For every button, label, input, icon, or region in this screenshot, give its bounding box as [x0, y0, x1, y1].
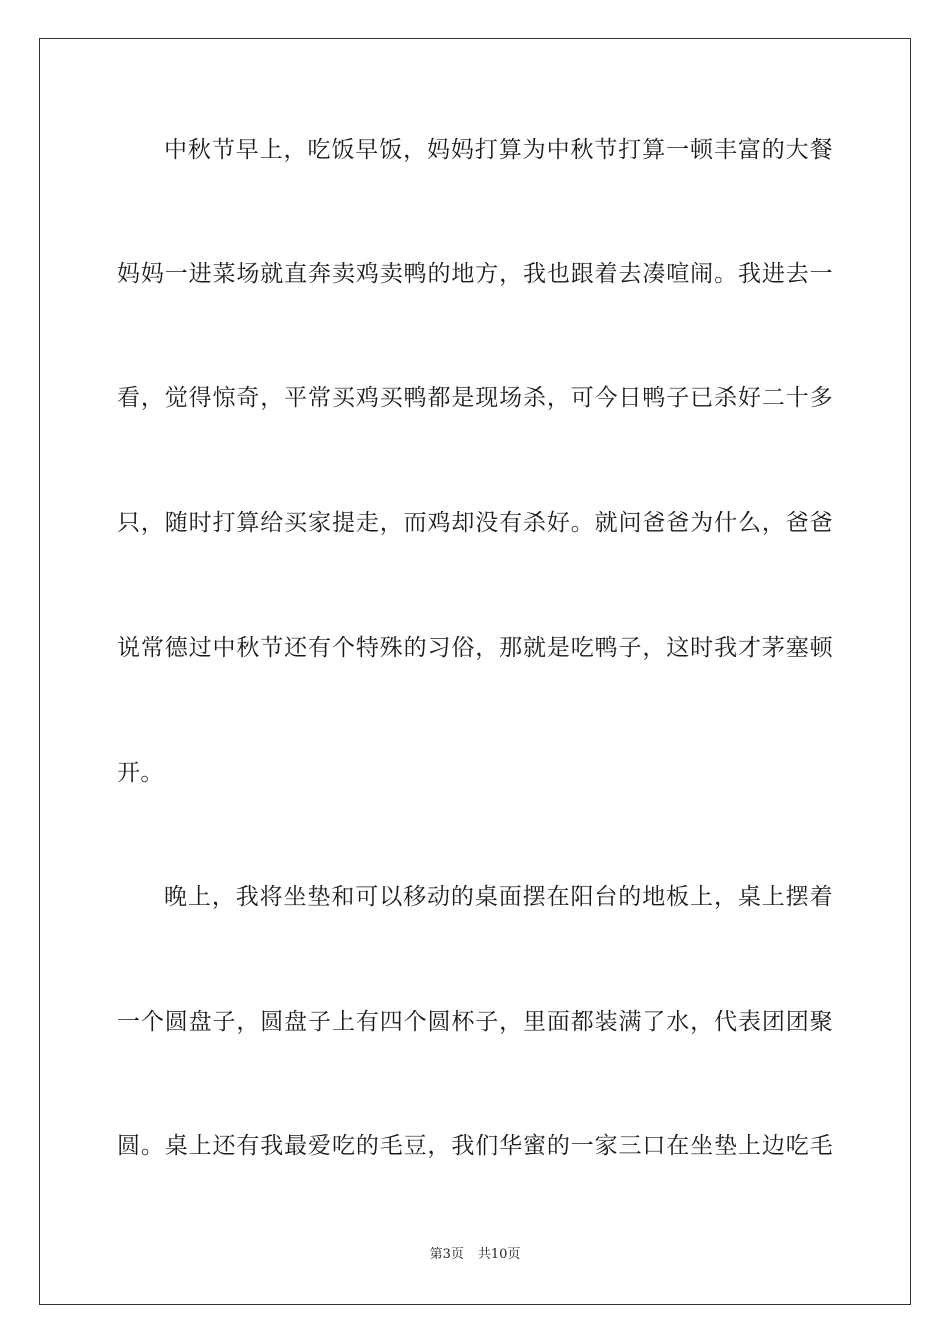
text-line: 开。: [117, 760, 164, 786]
text-line: 圆。桌上还有我最爱吃的毛豆，我们华蜜的一家三口在坐垫上边吃毛: [117, 1133, 833, 1159]
text-line: 妈妈一进菜场就直奔卖鸡卖鸭的地方，我也跟着去凑喧闹。我进去一: [117, 261, 833, 287]
text-line: 一个圆盘子，圆盘子上有四个圆杯子，里面都装满了水，代表团团聚: [117, 1009, 833, 1035]
page-number: 第3页: [429, 1247, 464, 1262]
text-line: 说常德过中秋节还有个特殊的习俗，那就是吃鸭子，这时我才茅塞顿: [117, 635, 833, 661]
text-line: 只，随时打算给买家提走，而鸡却没有杀好。就问爸爸为什么，爸爸: [117, 510, 833, 536]
text-line: 看，觉得惊奇，平常买鸡买鸭都是现场杀，可今日鸭子已杀好二十多: [117, 385, 833, 411]
page-footer: [0, 1246, 950, 1264]
page-border: [39, 38, 911, 1305]
text-line: 晚上，我将坐垫和可以移动的桌面摆在阳台的地板上，桌上摆着: [164, 884, 833, 910]
page-total: 共10页: [477, 1247, 521, 1262]
text-line: 中秋节早上，吃饭早饭，妈妈打算为中秋节打算一顿丰富的大餐: [164, 137, 833, 163]
